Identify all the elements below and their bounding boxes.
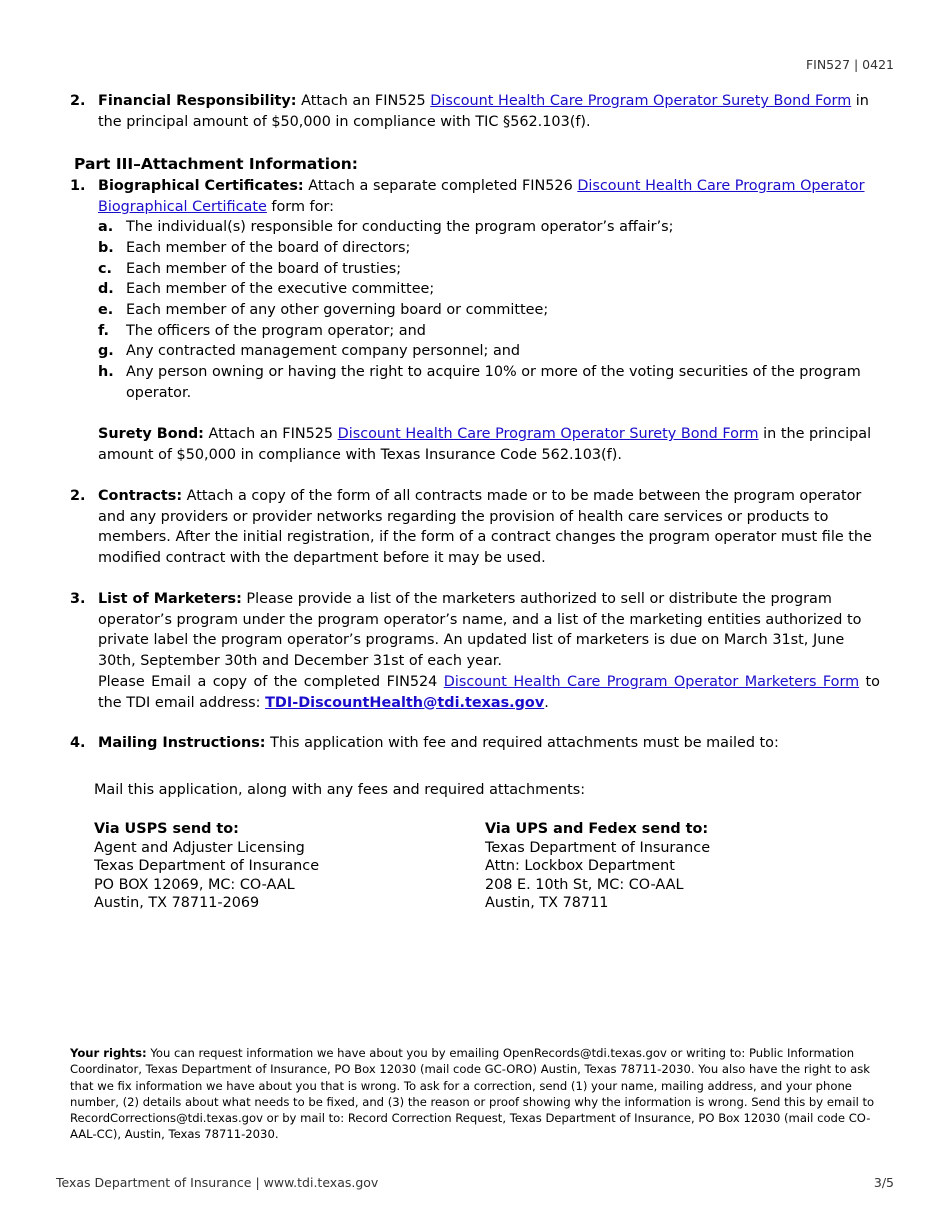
address-line: Agent and Adjuster Licensing [94, 839, 305, 856]
surety-bond-text: in the principal amount of $50,000 in compliance with Texas Insurance Code 562.103(f). [98, 426, 872, 463]
mailing-intro: Mail this application, along with any fees and required attachments: [94, 782, 586, 798]
form-id: FIN527 | 0421 [805, 57, 894, 72]
address-line: Austin, TX 78711-2069 [94, 895, 260, 912]
address-line: Texas Department of Insurance [94, 858, 320, 875]
surety-bond-text: Attach an FIN525 [203, 426, 338, 442]
your-rights-label: Your rights: [70, 1046, 147, 1060]
list-letter: e. [98, 302, 114, 318]
item-label: Biographical Certificates: [98, 178, 304, 194]
usps-heading: Via USPS send to: [94, 821, 239, 837]
ups-fedex-address-block [485, 820, 710, 913]
address-line: Austin, TX 78711 [485, 895, 609, 912]
surety-bond-form-link[interactable]: Discount Health Care Program Operator Surety Bond Form [430, 93, 852, 109]
item-text: This application with fee and required attachments must be mailed to: [265, 735, 779, 751]
list-text: The officers of the program operator; and [126, 323, 426, 339]
list-text: Each member of the board of directors; [126, 240, 411, 256]
item-text: Attach a copy of the form of all contracts made or to be made between the program operator and any providers or provider networks regarding the provision of health care services or products to members. After the initial registration, if the form of a contract changes the program operator must file the modified contract with the department before it may be used. [98, 488, 872, 567]
list-letter: c. [98, 261, 112, 277]
address-line: Texas Department of Insurance [485, 839, 711, 856]
item-label: Mailing Instructions: [98, 735, 266, 751]
item-text: form for: [266, 198, 334, 215]
address-line: 208 E. 10th St, MC: CO-AAL [485, 876, 684, 893]
item-text: Please provide a list of the marketers authorized to sell or distribute the program operator’s program under the program operator’s name, and a list of the marketing entities authorized to private label the program operator’s programs. An updated list of marketers is due on March 31st, June 30th, September 30th and December 31st of each year. [98, 591, 862, 670]
list-text: Any contracted management company personnel; and [126, 343, 521, 359]
tdi-email-link[interactable]: TDI-DiscountHealth@tdi.texas.gov [265, 694, 545, 711]
address-line: PO BOX 12069, MC: CO-AAL [94, 876, 295, 893]
address-line: Attn: Lockbox Department [485, 858, 675, 875]
item-number: 4. [70, 735, 86, 751]
item-label: Financial Responsibility: [98, 93, 297, 109]
list-letter: b. [98, 240, 114, 256]
item-label: List of Marketers: [98, 591, 242, 607]
ups-fedex-heading: Via UPS and Fedex send to: [485, 821, 709, 837]
list-letter: a. [98, 219, 114, 235]
list-text: Each member of the executive committee; [126, 281, 435, 297]
item-number: 3. [70, 591, 86, 607]
email-instruction-text: . [544, 694, 549, 711]
item-number: 1. [70, 178, 86, 194]
your-rights-text: You can request information we have about you by emailing OpenRecords@tdi.texas.gov or writing to: Public Information Coordinator, Texas Department of Insurance, PO Box 12030 (mail code GC-ORO) Austin, Texas 78711-2030. You also have the right to ask that we fix information we have about you that is wrong. To ask for a correction, send (1) your name, mailing address, and your phone number, (2) details about what needs to be fixed, and (3) the reason or proof showing why the information is wrong. Send this by email to RecordCorrections@tdi.texas.gov or by mail to: Record Correction Request, Texas Department of Insurance, PO Box 12030 (mail code CO-AAL-CC), Austin, Texas 78711-2030. [70, 1046, 875, 1142]
item-text: in the principal amount of $50,000 in compliance with TIC §562.103(f). [98, 93, 869, 130]
item-text: Attach a separate completed FIN526 [303, 178, 578, 194]
list-text: Each member of the board of trusties; [126, 261, 402, 277]
email-instruction-text: Please Email a copy of the completed FIN524 [98, 673, 444, 690]
list-text: Any person owning or having the right to acquire 10% or more of the voting securities of the program operator. [126, 364, 861, 401]
list-text: Each member of any other governing board or committee; [126, 302, 549, 318]
list-text: The individual(s) responsible for conducting the program operator’s affair’s; [126, 219, 674, 235]
item-number: 2. [70, 93, 86, 109]
biographical-certificate-link[interactable]: Discount Health Care Program Operator Biographical Certificate [98, 178, 865, 215]
part-iii-heading: Part III–Attachment Information: [74, 155, 358, 173]
list-letter: f. [98, 323, 109, 339]
surety-bond-paragraph [98, 424, 880, 465]
marketers-form-link[interactable]: Discount Health Care Program Operator Marketers Form [443, 673, 860, 690]
surety-bond-label: Surety Bond: [98, 426, 204, 442]
your-rights-paragraph [70, 1045, 882, 1143]
email-instruction-text: to the TDI email address: [98, 673, 880, 711]
surety-bond-form-link-2[interactable]: Discount Health Care Program Operator Surety Bond Form [337, 426, 759, 442]
footer-organization: Texas Department of Insurance | www.tdi.texas.gov [56, 1175, 379, 1190]
item-label: Contracts: [98, 488, 183, 504]
list-letter: h. [98, 364, 114, 380]
list-letter: d. [98, 281, 114, 297]
item-text: Attach an FIN525 [296, 93, 431, 109]
page-number: 3/5 [873, 1175, 894, 1190]
usps-address-block [94, 820, 319, 913]
list-letter: g. [98, 343, 114, 359]
item-number: 2. [70, 488, 86, 504]
